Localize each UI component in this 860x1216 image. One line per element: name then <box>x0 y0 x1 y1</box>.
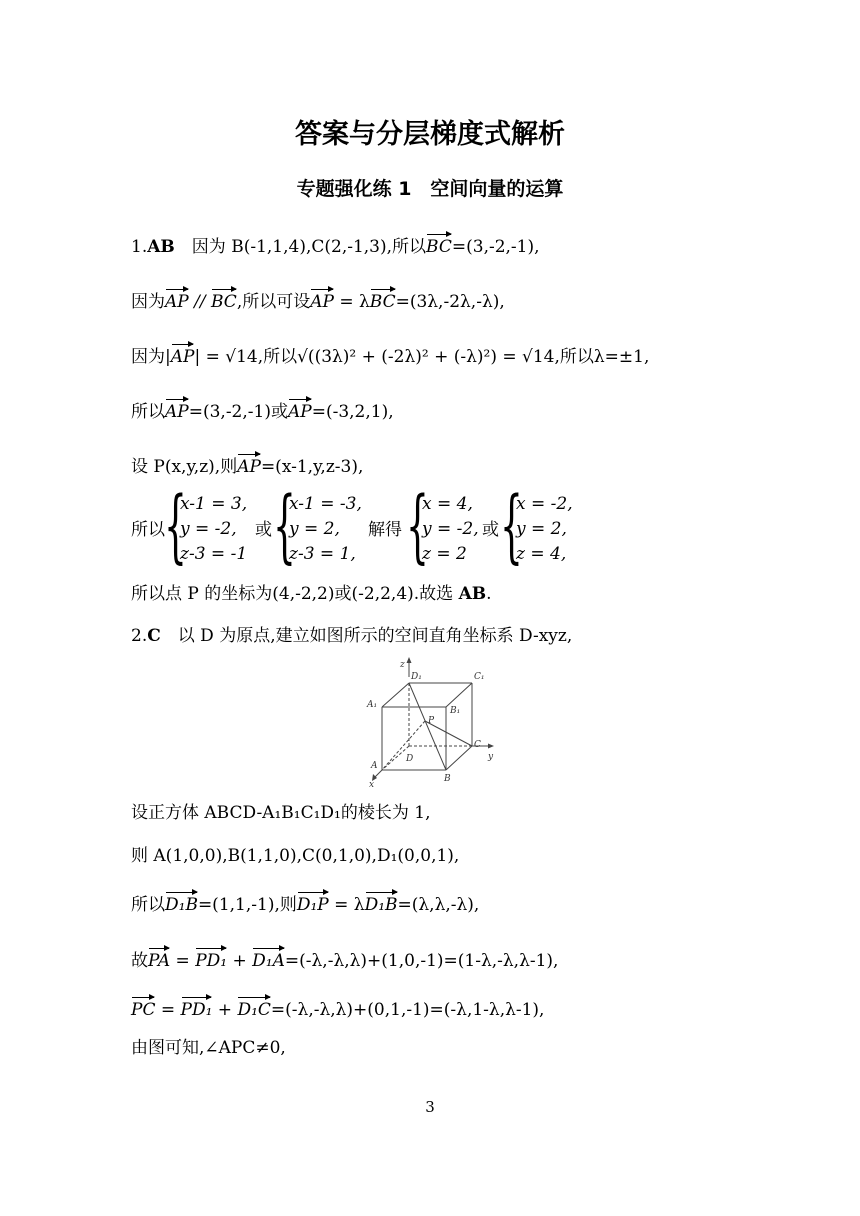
vector: PD₁ <box>181 996 213 1020</box>
page-number: 3 <box>425 1098 435 1116</box>
q2-answer: C <box>147 626 161 646</box>
vector: PD₁ <box>195 947 227 971</box>
hidden-segment-pa <box>382 721 425 770</box>
q2-line-1: 2.C 以 D 为原点,建立如图所示的空间直角坐标系 D-xyz, <box>131 626 573 646</box>
sys-prefix: 所以 <box>131 520 165 540</box>
vector: AP <box>288 398 312 422</box>
vector: AP <box>165 398 189 422</box>
vector: D₁A <box>252 947 285 971</box>
vector: AP <box>237 453 261 477</box>
equation-system-4: { x = -2, y = 2, z = 4, <box>500 479 573 572</box>
q2-line-7: 由图可知,∠APC≠0, <box>131 1038 286 1058</box>
segment-d1b <box>409 683 446 770</box>
solve-text: 解得 <box>368 520 402 540</box>
label-z: z <box>400 660 405 670</box>
equation-system-2: { x-1 = -3, y = 2, z-3 = 1, <box>273 479 362 572</box>
vector: BC <box>211 288 237 312</box>
brace-icon: { <box>164 479 187 572</box>
q2-line-6: PC = PD₁ + D₁C=(-λ,-λ,λ)+(0,1,-1)=(-λ,1-λ,λ-1), <box>131 996 544 1020</box>
label-c: C <box>474 740 481 750</box>
edge-d1a1 <box>382 683 409 707</box>
edge-bc <box>446 746 472 770</box>
equation-system-3: { x = 4, y = -2, z = 2 <box>406 479 479 572</box>
equation-system-1: { x-1 = 3, y = -2, z-3 = -1 <box>164 479 248 572</box>
vector: BC <box>370 288 396 312</box>
label-c1: C₁ <box>474 672 485 682</box>
or-text-1: 或 <box>255 520 272 540</box>
label-d1: D₁ <box>411 672 422 682</box>
brace-icon: { <box>500 479 523 572</box>
label-d: D <box>406 754 414 764</box>
vector: PA <box>148 947 170 971</box>
section-subtitle: 专题强化练 1 空间向量的运算 <box>296 178 564 200</box>
vector: AP <box>310 288 334 312</box>
vector: BC <box>426 233 452 257</box>
label-p: P <box>428 716 435 726</box>
label-b1: B₁ <box>450 706 461 716</box>
vector: AP <box>165 288 189 312</box>
hidden-edge-da <box>382 746 409 770</box>
q2-line-5: 故PA = PD₁ + D₁A=(-λ,-λ,λ)+(1,0,-1)=(1-λ,-λ,λ-1), <box>131 947 558 971</box>
label-a: A <box>371 761 378 771</box>
edge-c1b1 <box>446 683 472 707</box>
label-x: x <box>369 780 375 789</box>
vector: D₁B <box>365 891 398 915</box>
page-title: 答案与分层梯度式解析 <box>295 119 565 150</box>
label-b: B <box>444 774 451 784</box>
q1-answer: AB <box>147 237 175 257</box>
q2-line-2: 设正方体 ABCD-A₁B₁C₁D₁的棱长为 1, <box>131 803 431 823</box>
q2-line-4: 所以D₁B=(1,1,-1),则D₁P = λD₁B=(λ,λ,-λ), <box>131 891 479 915</box>
or-text-2: 或 <box>482 520 499 540</box>
brace-icon: { <box>273 479 296 572</box>
q1-conclusion: 所以点 P 的坐标为(4,-2,2)或(-2,2,4).故选 AB. <box>131 584 492 604</box>
z-arrow-icon <box>407 657 412 663</box>
q1-line-4: 所以AP=(3,-2,-1)或AP=(-3,2,1), <box>131 398 394 422</box>
q1-line-1: 1.AB 因为 B(-1,1,4),C(2,-1,3),所以BC=(3,-2,-1), <box>131 233 540 257</box>
vector: D₁B <box>165 891 198 915</box>
vector: AP <box>171 343 195 367</box>
q1-line-2: 因为AP // BC,所以可设AP = λBC=(3λ,-2λ,-λ), <box>131 288 505 312</box>
vector: PC <box>131 996 155 1020</box>
q1-line-3: 因为|AP| = √14,所以√((3λ)² + (-2λ)² + (-λ)²) = √14,所以λ=±1, <box>131 343 649 367</box>
label-y: y <box>488 752 494 762</box>
cube-figure <box>362 657 502 789</box>
label-a1: A₁ <box>367 700 378 710</box>
q2-line-3: 则 A(1,0,0),B(1,1,0),C(0,1,0),D₁(0,0,1), <box>131 846 460 866</box>
vector: D₁C <box>237 996 270 1020</box>
vector: D₁P <box>297 891 329 915</box>
brace-icon: { <box>406 479 429 572</box>
q1-line-5: 设 P(x,y,z),则AP=(x-1,y,z-3), <box>131 453 363 477</box>
y-arrow-icon <box>488 744 494 749</box>
